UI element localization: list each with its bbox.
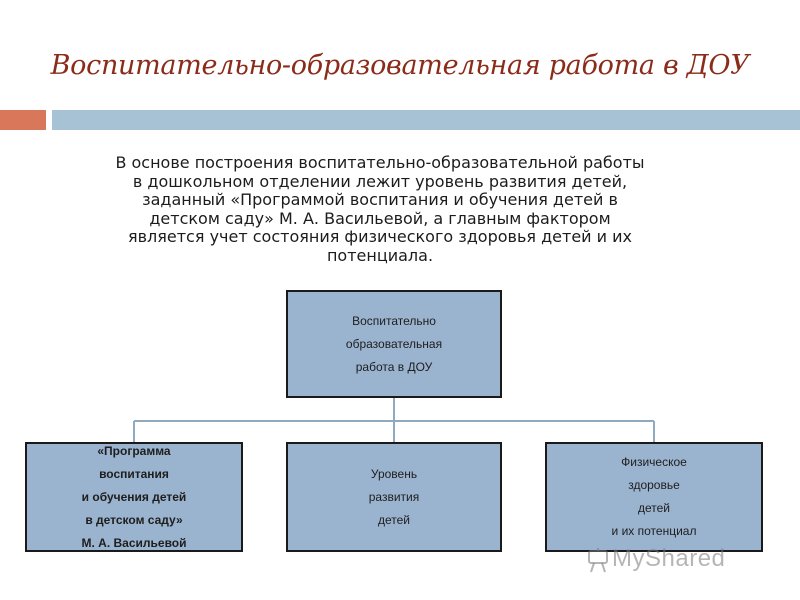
body-line: В основе построения воспитательно-образовательной работы [115,153,645,172]
slide-body-text [30,154,730,265]
box-text-line: здоровье [628,478,680,492]
myshared-logo-icon [588,547,608,573]
org-box-physical-health [545,442,763,552]
body-line: детском саду» М. А. Васильевой, а главным фактором [149,208,611,228]
box-text-line: Физическое [621,455,687,469]
box-text-line: воспитания [99,466,169,481]
box-text-line: работа в ДОУ [355,359,433,374]
box-text-line: развития [368,489,420,504]
watermark-text: MyShared [612,545,726,572]
box-text-line: «Программа [97,443,171,458]
box-text-line: в детском саду» [85,512,183,527]
box-text-line: и обучения детей [81,489,187,504]
body-line: потенциала. [326,245,434,265]
box-text-line: образовательная [345,336,443,351]
box-text-line: детей [637,501,670,515]
accent-bar-blue [52,110,800,130]
body-line: заданный «Программой воспитания и обучения детей в [142,190,618,209]
org-box-root [286,290,502,398]
org-box-program [25,442,243,552]
box-text-line: Уровень [370,466,418,481]
box-text-line: и их потенциал [611,524,697,538]
slide-title: Воспитательно-образовательная работа в ДОУ [50,50,750,81]
body-line: в дошкольном отделении лежит уровень развития детей, [132,171,628,191]
box-text-line: М. А. Васильевой [81,535,187,550]
body-line: является учет состояния физического здоровья детей и их [127,227,633,246]
accent-bar-orange [0,110,46,130]
box-text-line: детей [377,512,410,527]
box-text-line: Воспитательно [352,313,436,328]
org-box-development-level [286,442,502,552]
